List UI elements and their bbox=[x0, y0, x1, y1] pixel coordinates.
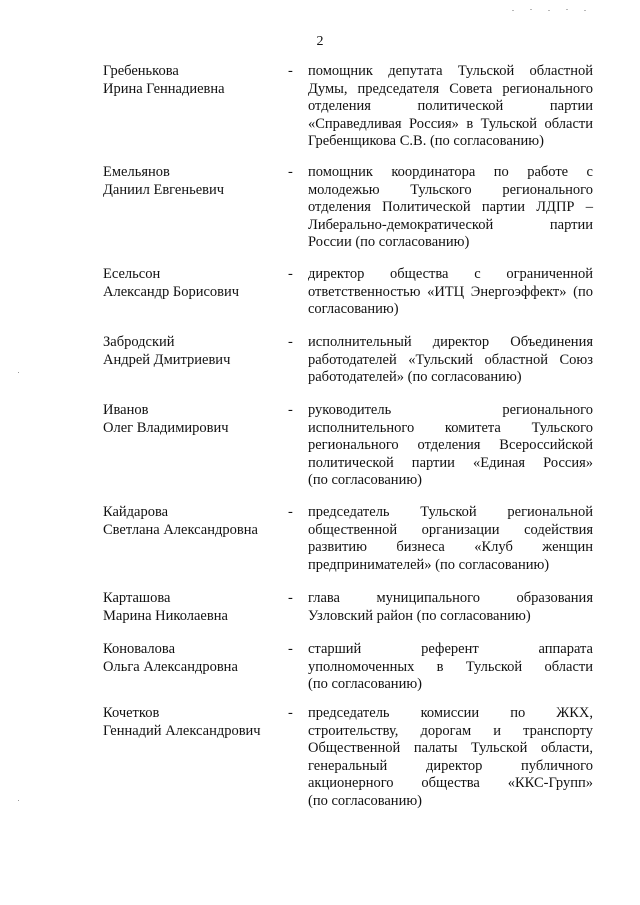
member-position bbox=[308, 504, 593, 574]
position-line: председатель Тульской региональной bbox=[308, 504, 593, 520]
position-line: исполнительный директор Объединения bbox=[308, 334, 593, 350]
position-line: уполномоченных в Тульской области bbox=[308, 658, 593, 675]
entry-dash: - bbox=[288, 164, 293, 180]
position-line: Узловский район (по согласованию) bbox=[308, 607, 531, 624]
member-position bbox=[308, 63, 593, 151]
member-name bbox=[103, 641, 283, 676]
member-position bbox=[308, 590, 593, 625]
position-line: России (по согласованию) bbox=[308, 234, 470, 251]
position-line: согласованию) bbox=[308, 301, 399, 318]
position-line: старший референт аппарата bbox=[308, 641, 593, 657]
entry-dash: - bbox=[288, 63, 293, 79]
entry-dash: - bbox=[288, 641, 293, 657]
position-line: глава муниципального образования bbox=[308, 590, 593, 606]
position-line: председатель комиссии по ЖКХ, bbox=[308, 705, 593, 721]
position-line: молодежью Тульского регионального bbox=[308, 181, 593, 198]
position-line: работодателей «Тульский областной Союз bbox=[308, 351, 593, 368]
member-name bbox=[103, 705, 283, 740]
member-name bbox=[103, 266, 283, 301]
position-line: работодателей» (по согласованию) bbox=[308, 369, 522, 386]
member-given-names: Олег Владимирович bbox=[103, 419, 229, 436]
scan-artifact bbox=[566, 9, 568, 10]
position-line: общественной организации содействия bbox=[308, 521, 593, 538]
position-line: регионального отделения Всероссийской bbox=[308, 437, 593, 454]
member-given-names: Александр Борисович bbox=[103, 283, 240, 300]
member-name bbox=[103, 590, 283, 625]
member-surname: Гребенькова bbox=[103, 63, 179, 79]
position-line: (по согласованию) bbox=[308, 676, 422, 693]
member-position bbox=[308, 266, 593, 319]
position-line: Общественной палаты Тульской области, bbox=[308, 740, 593, 757]
position-line: строительству, дорогам и транспорту bbox=[308, 722, 593, 739]
scan-artifact bbox=[548, 10, 550, 11]
position-line: генеральный директор публичного bbox=[308, 757, 593, 774]
member-surname: Забродский bbox=[103, 334, 175, 350]
position-line: отделения политической партии bbox=[308, 98, 593, 115]
position-line: (по согласованию) bbox=[308, 472, 422, 489]
position-line: помощник координатора по работе с bbox=[308, 164, 593, 180]
position-line: акционерного общества «ККС-Групп» bbox=[308, 775, 593, 792]
member-name bbox=[103, 63, 283, 98]
scan-artifact bbox=[18, 800, 19, 801]
entry-dash: - bbox=[288, 266, 293, 282]
position-line: отделения Политической партии ЛДПР – bbox=[308, 199, 593, 216]
scan-artifact bbox=[512, 10, 514, 11]
entry-dash: - bbox=[288, 705, 293, 721]
member-given-names: Геннадий Александрович bbox=[103, 722, 261, 739]
position-line: Либерально-демократической партии bbox=[308, 216, 593, 233]
scan-artifact bbox=[584, 10, 586, 11]
member-surname: Есельсон bbox=[103, 266, 161, 282]
page-number: 2 bbox=[316, 34, 324, 49]
member-surname: Емельянов bbox=[103, 164, 170, 180]
scan-artifact bbox=[18, 372, 19, 373]
member-given-names: Марина Николаевна bbox=[103, 607, 228, 624]
position-line: ответственностью «ИТЦ Энергоэффект» (по bbox=[308, 283, 593, 300]
position-line: директор общества с ограниченной bbox=[308, 266, 593, 282]
member-position bbox=[308, 164, 593, 252]
position-line: политической партии «Единая Россия» bbox=[308, 454, 593, 471]
member-surname: Иванов bbox=[103, 402, 149, 418]
position-line: развитию бизнеса «Клуб женщин bbox=[308, 539, 593, 556]
member-position bbox=[308, 334, 593, 387]
member-surname: Коновалова bbox=[103, 641, 176, 657]
member-surname: Кайдарова bbox=[103, 504, 169, 520]
member-given-names: Ирина Геннадиевна bbox=[103, 80, 225, 97]
entry-dash: - bbox=[288, 334, 293, 350]
position-line: исполнительного комитета Тульского bbox=[308, 419, 593, 436]
scan-artifact bbox=[530, 9, 532, 10]
position-line: руководитель регионального bbox=[308, 402, 593, 418]
entry-dash: - bbox=[288, 402, 293, 418]
position-line: Думы, председателя Совета регионального bbox=[308, 80, 593, 97]
member-name bbox=[103, 164, 283, 199]
member-position bbox=[308, 641, 593, 694]
member-given-names: Андрей Дмитриевич bbox=[103, 351, 231, 368]
member-given-names: Ольга Александровна bbox=[103, 658, 238, 675]
position-line: помощник депутата Тульской областной bbox=[308, 63, 593, 79]
entry-dash: - bbox=[288, 590, 293, 606]
position-line: Гребенщикова С.В. (по согласованию) bbox=[308, 133, 544, 150]
member-given-names: Светлана Александровна bbox=[103, 521, 258, 538]
position-line: предпринимателей» (по согласованию) bbox=[308, 556, 550, 573]
member-given-names: Даниил Евгеньевич bbox=[103, 181, 225, 198]
member-position bbox=[308, 402, 593, 490]
member-name bbox=[103, 334, 283, 369]
position-line: «Справедливая Россия» в Тульской области bbox=[308, 115, 593, 132]
entry-dash: - bbox=[288, 504, 293, 520]
position-line: (по согласованию) bbox=[308, 792, 422, 809]
member-surname: Карташова bbox=[103, 590, 171, 606]
member-surname: Кочетков bbox=[103, 705, 160, 721]
member-position bbox=[308, 705, 593, 811]
member-name bbox=[103, 504, 283, 539]
member-name bbox=[103, 402, 283, 437]
